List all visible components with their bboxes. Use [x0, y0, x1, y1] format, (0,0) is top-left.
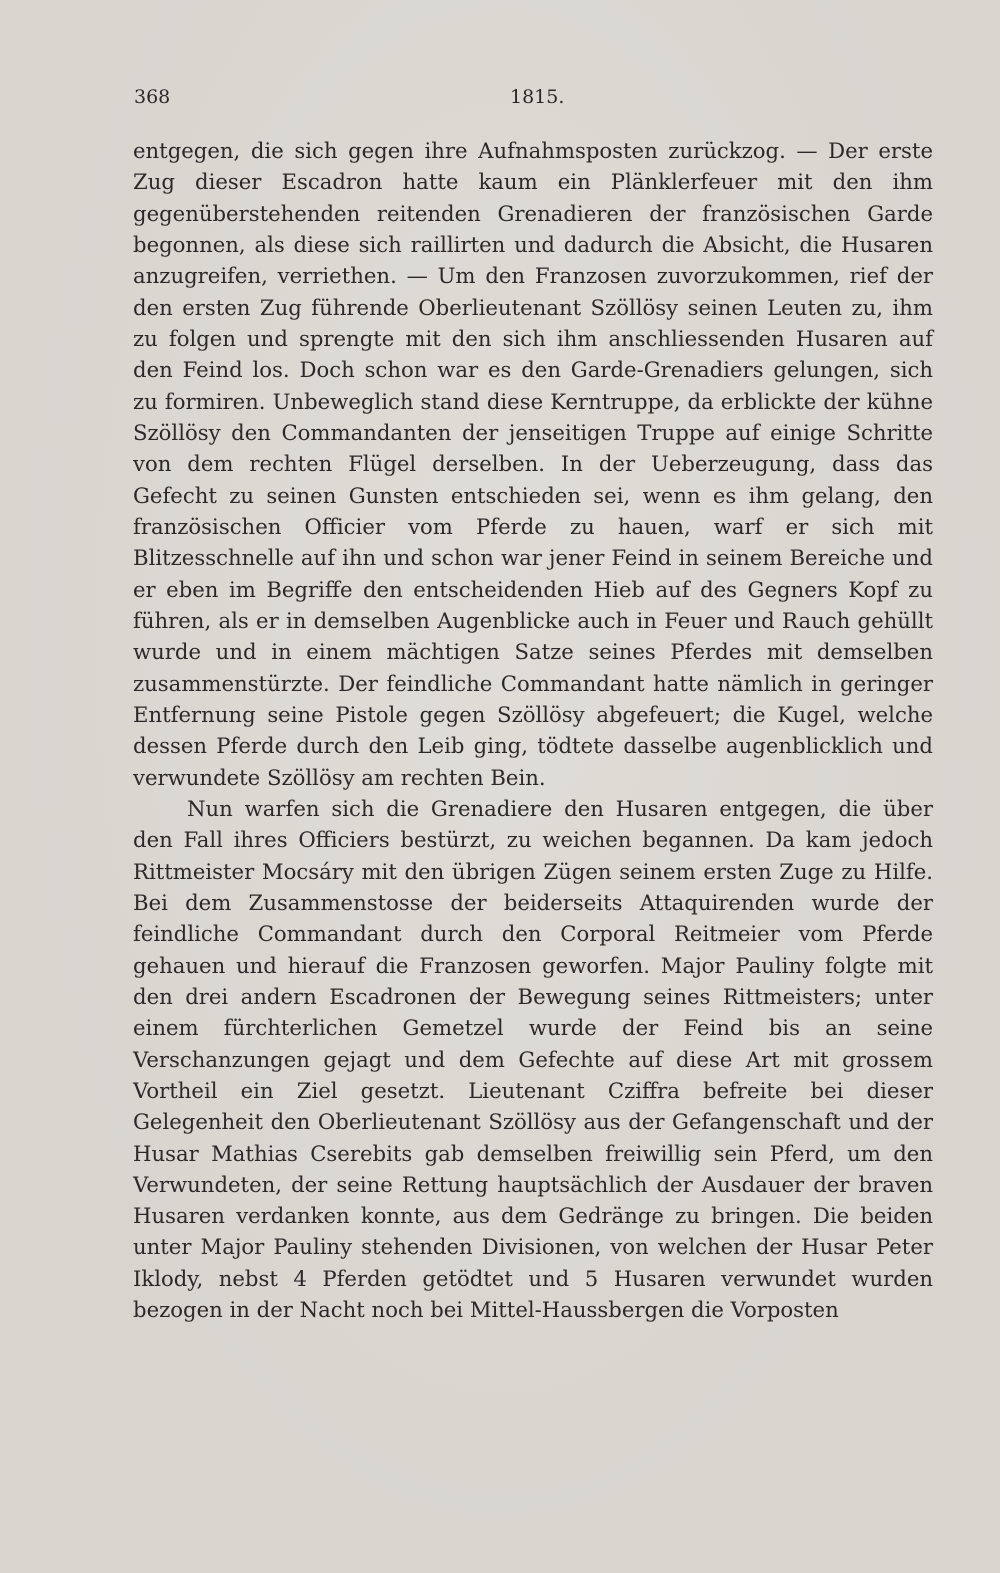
body-text: [133, 135, 933, 1325]
paragraph-1: entgegen, die sich gegen ihre Aufnahmsposten zurückzog. — Der erste Zug dieser Escadron hatte kaum ein Plänklerfeuer mit den ihm gegenüberstehenden reitenden Grenadieren der französischen Garde begonnen, als diese sich raillirten und dadurch die Absicht, die Husaren anzugreifen, verriethen. — Um den Franzosen zuvorzukommen, rief der den ersten Zug führende Oberlieutenant Szöllösy seinen Leuten zu, ihm zu folgen und sprengte mit den sich ihm anschliessenden Husaren auf den Feind los. Doch schon war es den Garde-Grenadiers gelungen, sich zu formiren. Unbeweglich stand diese Kerntruppe, da erblickte der kühne Szöllösy den Commandanten der jenseitigen Truppe auf einige Schritte von dem rechten Flügel derselben. In der Ueberzeugung, dass das Gefecht zu seinen Gunsten entschieden sei, wenn es ihm gelang, den französischen Officier vom Pferde zu hauen, warf er sich mit Blitzesschnelle auf ihn und schon war jener Feind in seinem Bereiche und er eben im Begriffe den entscheidenden Hieb auf des Gegners Kopf zu führen, als er in demselben Augenblicke auch in Feuer und Rauch gehüllt wurde und in einem mächtigen Satze seines Pferdes mit demselben zusammenstürzte. Der feindliche Commandant hatte nämlich in geringer Entfernung seine Pistole gegen Szöllösy abgefeuert; die Kugel, welche dessen Pferde durch den Leib ging, tödtete dasselbe augenblicklich und verwundete Szöllösy am rechten Bein.: [133, 138, 933, 790]
page-number: 368: [134, 86, 171, 108]
running-title: 1815.: [510, 86, 565, 108]
running-head: [134, 82, 932, 118]
paragraph-2: Nun warfen sich die Grenadiere den Husaren entgegen, die über den Fall ihres Officiers bestürzt, zu weichen begannen. Da kam jedoch Rittmeister Mocsáry mit den übrigen Zügen seinem ersten Zuge zu Hilfe. Bei dem Zusammenstosse der beiderseits Attaquirenden wurde der feindliche Commandant durch den Corporal Reitmeier vom Pferde gehauen und hierauf die Franzosen geworfen. Major Pauliny folgte mit den drei andern Escadronen der Bewegung seines Rittmeisters; unter einem fürchterlichen Gemetzel wurde der Feind bis an seine Verschanzungen gejagt und dem Gefechte auf diese Art mit grossem Vortheil ein Ziel gesetzt. Lieutenant Cziffra befreite bei dieser Gelegenheit den Oberlieutenant Szöllösy aus der Gefangenschaft und der Husar Mathias Cserebits gab demselben freiwillig sein Pferd, um den Verwundeten, der seine Rettung hauptsächlich der Ausdauer der braven Husaren verdanken konnte, aus dem Gedränge zu bringen. Die beiden unter Major Pauliny stehenden Divisionen, von welchen der Husar Peter Iklody, nebst 4 Pferden getödtet und 5 Husaren verwundet wurden bezogen in der Nacht noch bei Mittel-Haussbergen die Vorposten: [133, 795, 933, 1323]
